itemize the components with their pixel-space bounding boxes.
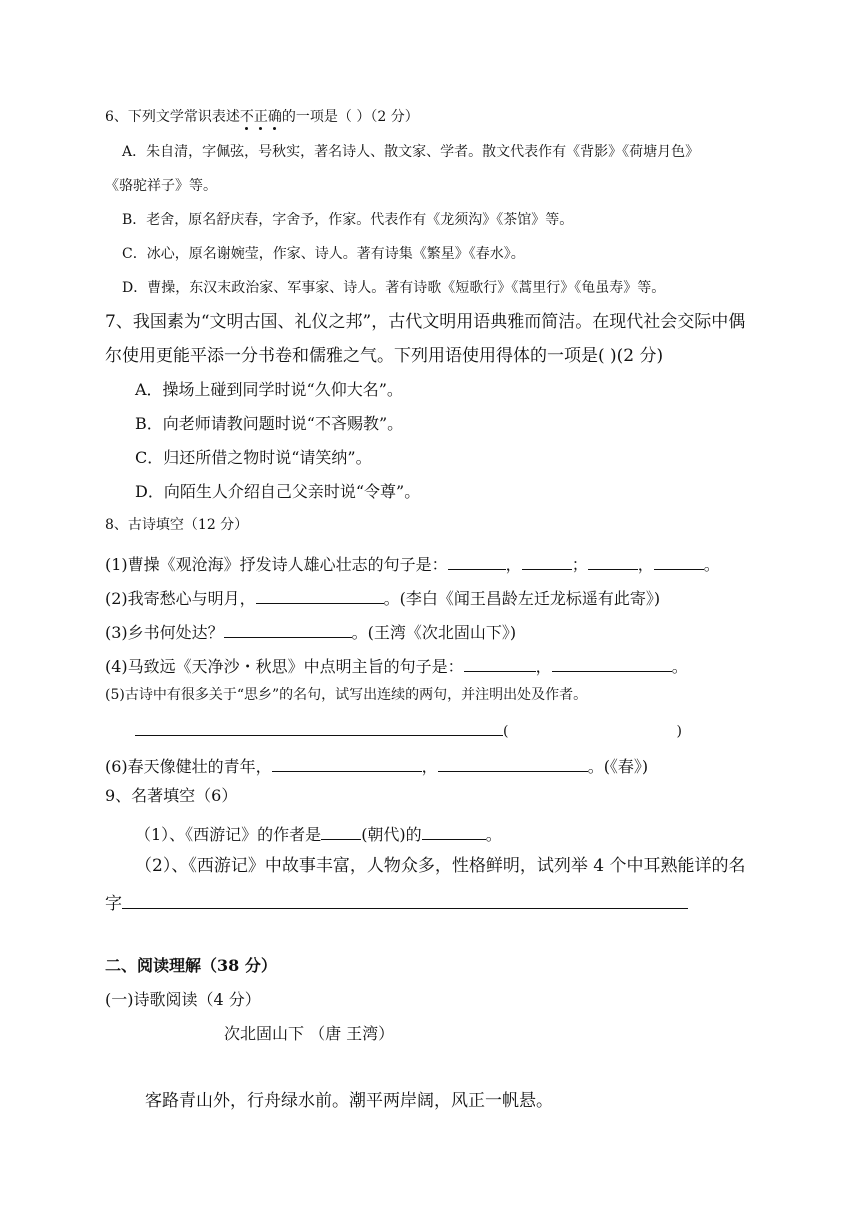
answer-blank[interactable] xyxy=(552,654,672,672)
q6-emphasis-char: 不 xyxy=(239,109,254,125)
q9-item-1-text: (朝代)的 xyxy=(361,824,422,844)
section-title: 二、阅读理解（38 分） xyxy=(105,956,277,975)
q9-item-1-text: （1）、《西游记》的作者是 xyxy=(135,824,322,844)
answer-blank[interactable] xyxy=(256,586,384,604)
punctuation: ， xyxy=(421,756,438,776)
q9-title: 9、名著填空（6） xyxy=(105,786,238,805)
answer-blank[interactable] xyxy=(272,754,422,772)
poem-line: 客路青山外，行舟绿水前。潮平两岸阔，风正一帆悬。 xyxy=(145,1091,553,1111)
q8-item-6-source: 。(《春》) xyxy=(587,756,649,776)
q7-stem-line2: 尔使用更能平添一分书卷和儒雅之气。下列用语使用得体的一项是( )(2 分) xyxy=(105,346,664,366)
q9-item-2-line2 xyxy=(105,890,688,913)
answer-blank[interactable] xyxy=(448,552,506,570)
q9-item-2-text: 字 xyxy=(105,893,122,914)
q6-stem xyxy=(105,110,419,124)
q8-item-1-text: (1)曹操《观沧海》抒发诗人雄心壮志的句子是： xyxy=(105,554,448,574)
punctuation: 。 xyxy=(671,656,688,676)
q6-option-c: C．冰心，原名谢婉莹，作家、诗人。著有诗集《繁星》《春水》。 xyxy=(122,246,525,262)
q6-option-d: D．曹操，东汉末政治家、军事家、诗人。著有诗歌《短歌行》《蒿里行》《龟虽寿》等。 xyxy=(122,280,666,296)
q7-stem-line1: 7、我国素为“文明古国、礼仪之邦”，古代文明用语典雅而简洁。在现代社会交际中偶 xyxy=(105,312,746,332)
q6-option-b: B．老舍，原名舒庆春，字舍予，作家。代表作有《龙须沟》《茶馆》等。 xyxy=(122,212,574,228)
answer-blank[interactable] xyxy=(464,654,536,672)
punctuation: ， xyxy=(505,554,522,574)
answer-blank[interactable] xyxy=(438,754,588,772)
q8-item-5-answer xyxy=(135,720,682,739)
q6-emphasis-char: 确 xyxy=(267,109,282,125)
q8-item-3-source: 。(王湾《次北固山下》) xyxy=(351,622,517,642)
q6-option-a-line1: A．朱自清，字佩弦，号秋实，著名诗人、散文家、学者。散文代表作有《背影》《荷塘月色》 xyxy=(122,144,700,160)
punctuation: ， xyxy=(637,554,654,574)
q6-option-a-line2: 《骆驼祥子》等。 xyxy=(105,178,217,194)
q9-item-2-line1: （2）、《西游记》中故事丰富，人物众多，性格鲜明，试列举 4 个中耳熟能详的名 xyxy=(135,856,746,876)
answer-blank[interactable] xyxy=(522,552,572,570)
q8-title: 8、古诗填空（12 分） xyxy=(105,517,249,533)
punctuation: ； xyxy=(571,554,588,574)
punctuation: ) xyxy=(676,723,682,740)
q8-item-5-text: (5)古诗中有很多关于“思乡”的名句，试写出连续的两句，并注明出处及作者。 xyxy=(105,687,588,703)
q8-item-4-text: (4)马致远《天净沙・秋思》中点明主旨的句子是： xyxy=(105,656,464,676)
answer-blank[interactable] xyxy=(654,552,704,570)
q9-item-1 xyxy=(135,822,502,843)
q8-item-1 xyxy=(105,552,720,573)
q8-item-3-text: (3)乡书何处达？ xyxy=(105,622,224,642)
q6-stem-after: 的一项是（ ）（2 分） xyxy=(281,109,419,125)
q8-item-6-text: (6)春天像健壮的青年， xyxy=(105,756,272,776)
q8-item-2-text: (2)我寄愁心与明月， xyxy=(105,588,256,608)
q7-option-b: B．向老师请教问题时说“不吝赐教”。 xyxy=(135,414,404,433)
subsection-title: (一)诗歌阅读（4 分） xyxy=(105,990,261,1009)
q8-item-2-source: 。(李白《闻王昌龄左迁龙标遥有此寄》) xyxy=(383,588,661,608)
q8-item-2 xyxy=(105,586,660,607)
q7-option-a: A．操场上碰到同学时说“久仰大名”。 xyxy=(135,380,403,399)
q8-item-4 xyxy=(105,654,688,675)
answer-blank[interactable] xyxy=(224,620,352,638)
answer-blank[interactable] xyxy=(422,822,486,840)
q7-option-c: C．归还所借之物时说“请笑纳”。 xyxy=(135,448,372,467)
q6-emphasis-char: 正 xyxy=(253,109,268,125)
answer-blank[interactable] xyxy=(321,822,361,840)
poem-title: 次北固山下 （唐 王湾） xyxy=(224,1024,395,1043)
punctuation: 。 xyxy=(485,824,502,844)
punctuation: ( xyxy=(503,723,509,740)
answer-blank[interactable] xyxy=(122,890,688,909)
q8-item-6 xyxy=(105,754,648,775)
q7-option-d: D．向陌生人介绍自己父亲时说“令尊”。 xyxy=(135,482,421,501)
answer-blank[interactable] xyxy=(135,720,503,736)
answer-blank[interactable] xyxy=(588,552,638,570)
punctuation: ， xyxy=(535,656,552,676)
q8-item-3 xyxy=(105,620,516,641)
punctuation: 。 xyxy=(703,554,720,574)
q6-stem-before: 6、下列文学常识表述 xyxy=(105,109,240,125)
